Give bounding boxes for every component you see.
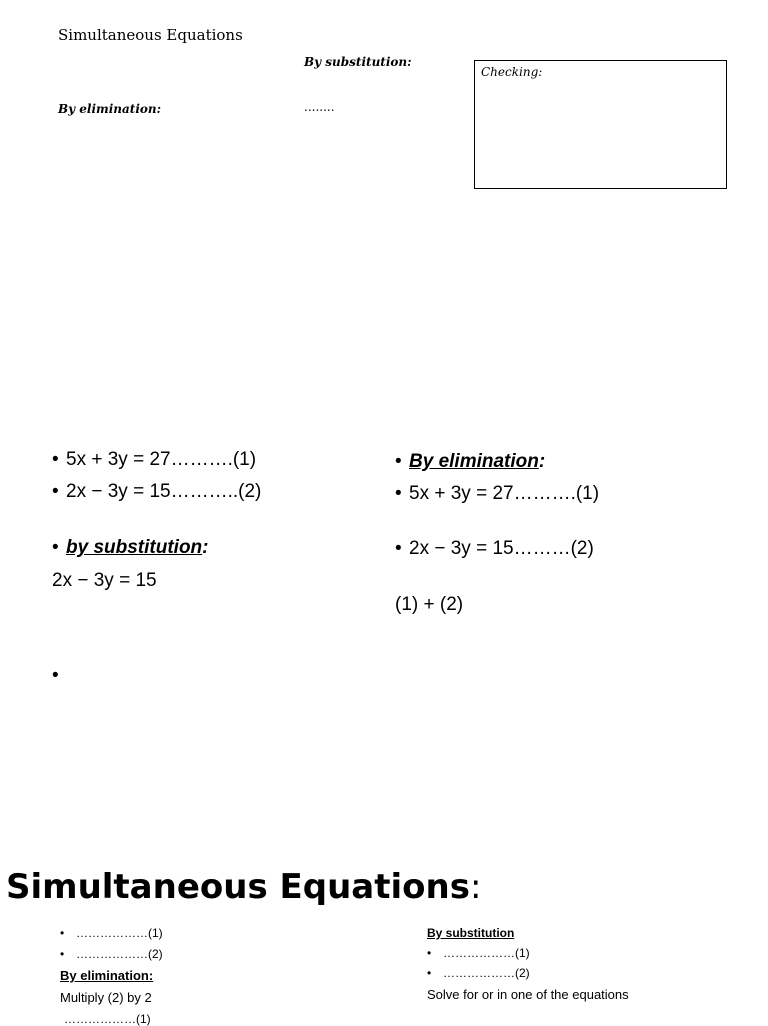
page1-title: Simultaneous Equations bbox=[58, 26, 243, 44]
bullet-icon bbox=[427, 946, 443, 960]
page2-left-empty-bullet bbox=[52, 665, 66, 687]
page1-by-elimination-label: By elimination: bbox=[58, 102, 162, 116]
checking-box bbox=[474, 60, 727, 189]
page2-right-eq2: • 2x − 3y = 15………(2) bbox=[395, 538, 594, 560]
page2-left-line: 2x − 3y = 15 bbox=[52, 570, 157, 591]
page3-left-item1: • ………………(1) bbox=[60, 926, 163, 940]
bullet-icon bbox=[52, 665, 66, 686]
page1-dots: ........ bbox=[304, 100, 335, 114]
page2-right-eq1: • 5x + 3y = 27……….(1) bbox=[395, 483, 599, 505]
page3-right-solve: Solve for or in one of the equations bbox=[427, 987, 629, 1002]
bullet-icon bbox=[395, 451, 409, 472]
page3-left-item3: ………………(1) bbox=[64, 1012, 151, 1026]
page2-right-heading: • By elimination: bbox=[395, 451, 545, 473]
checking-label: Checking: bbox=[481, 65, 543, 79]
page3-left-multiply: Multiply (2) by 2 bbox=[60, 990, 152, 1005]
bullet-icon bbox=[52, 537, 66, 558]
bullet-icon bbox=[395, 538, 409, 559]
page3-left-item2: • ………………(2) bbox=[60, 947, 163, 961]
page3-title: Simultaneous Equations: bbox=[6, 867, 482, 907]
bullet-icon bbox=[427, 966, 443, 980]
page3-right-item1: • ………………(1) bbox=[427, 946, 530, 960]
bullet-icon bbox=[60, 926, 76, 940]
bullet-icon bbox=[60, 947, 76, 961]
page2-left-eq2: • 2x − 3y = 15………..(2) bbox=[52, 481, 261, 503]
page3-right-item2: • ………………(2) bbox=[427, 966, 530, 980]
page2-left-heading: • by substitution: bbox=[52, 537, 208, 559]
page2-left-eq1: • 5x + 3y = 27……….(1) bbox=[52, 449, 256, 471]
page1-by-substitution-label: By substitution: bbox=[304, 55, 412, 69]
bullet-icon bbox=[395, 483, 409, 504]
bullet-icon bbox=[52, 449, 66, 470]
page2-right-combine: (1) + (2) bbox=[395, 594, 464, 615]
page3-left-heading: By elimination: bbox=[60, 968, 154, 983]
page3-right-heading: By substitution bbox=[427, 926, 515, 940]
bullet-icon bbox=[52, 481, 66, 502]
